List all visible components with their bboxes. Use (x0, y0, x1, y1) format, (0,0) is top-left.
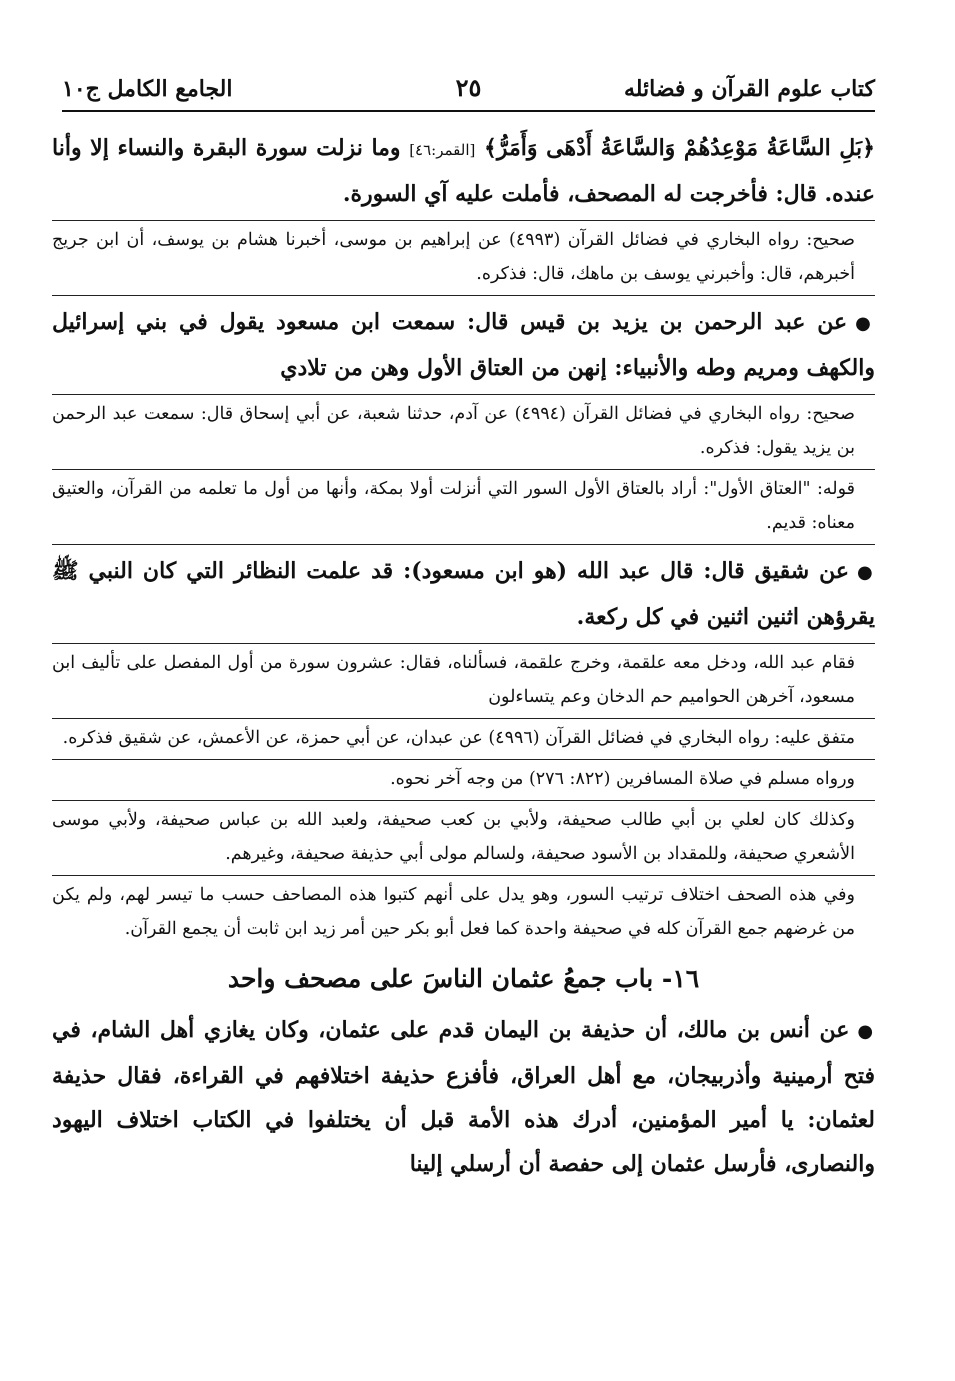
section-divider (52, 469, 875, 470)
header-rule (62, 110, 875, 112)
volume-title: الجامع الكامل ج١٠ (62, 76, 233, 102)
quran-verse: ﴿بَلِ السَّاعَةُ مَوْعِدُهُمْ وَالسَّاعَةُ أَدْهَى وَأَمَرُّ﴾ (483, 135, 875, 161)
hadith-block (52, 1008, 875, 1186)
hadith-block (52, 549, 875, 639)
section-divider (52, 875, 875, 876)
bullet-icon: ● (857, 1021, 875, 1042)
takhrij-note: ورواه مسلم في صلاة المسافرين (٨٢٢: ٢٧٦) من وجه آخر نحوه. (390, 769, 855, 789)
section-divider (52, 759, 875, 760)
section-divider (52, 800, 875, 801)
hadith-block (52, 300, 875, 390)
commentary-note: وفي هذه الصحف اختلاف ترتيب السور، وهو يدل على أنهم كتبوا هذه المصاحف حسب ما تيسر لهم، ولم يكن من غرضهم جمع القرآن كله في صحيفة واحدة كما فعل أبو بكر حين أمر زيد ابن ثابت أن يجمع القرآن. (52, 885, 855, 939)
section-divider (52, 394, 875, 395)
chapter-title: ١٦- باب جمعُ عثمان الناسَ على مصحف واحد (227, 964, 700, 993)
page-body (52, 122, 875, 1188)
hadith-text: عن عبد الرحمن بن يزيد بن قيس قال: سمعت ابن مسعود يقول في بني إسرائيل والكهف ومريم وطه والأنبياء: إنهن من العتاق الأول وهن من تلادي (52, 309, 875, 381)
takhrij-note: صحيح: رواه البخاري في فضائل القرآن (٤٩٩٤) عن آدم، حدثنا شعبة، عن أبي إسحاق قال: سمعت عبد الرحمن بن يزيد يقول: فذكره. (52, 404, 855, 458)
book-title: كتاب علوم القرآن و فضائله (623, 76, 875, 102)
page-number: ٢٥ (455, 73, 482, 102)
bullet-icon: ● (856, 562, 875, 583)
commentary-note: وكذلك كان لعلي بن أبي طالب صحيفة، ولأبي بن كعب صحيفة، ولعبد الله بن عباس صحيفة، ولأبي موسى الأشعري صحيفة، وللمقداد بن الأسود صحيفة، ولسالم مولى أبي حذيفة صحيفة، وغيرهم. (52, 810, 855, 864)
takhrij-note: صحيح: رواه البخاري في فضائل القرآن (٤٩٩٣) عن إبراهيم بن موسى، أخبرنا هشام بن يوسف، أن ابن جريج أخبرهم، قال: وأخبرني يوسف بن ماهك، قال: فذكره. (52, 230, 855, 284)
section-divider (52, 295, 875, 296)
hadith-text: وما نزلت سورة البقرة والنساء إلا وأنا عنده. قال: فأخرجت له المصحف، فأملت عليه آي السورة. (52, 135, 875, 207)
takhrij-note: متفق عليه: رواه البخاري في فضائل القرآن (٤٩٩٦) عن عبدان، عن أبي حمزة، عن الأعمش، عن شقيق فذكره. (62, 728, 855, 748)
section-divider (52, 718, 875, 719)
hadith-continuation (52, 126, 875, 216)
hadith-text: عن شقيق قال: قال عبد الله (هو ابن مسعود): قد علمت النظائر التي كان النبي ﷺ يقرؤهن اثنين اثنين في كل ركعة. (52, 558, 875, 630)
bullet-icon: ● (855, 313, 875, 334)
section-divider (52, 220, 875, 221)
running-header (62, 62, 875, 102)
verse-citation: [القمر:٤٦] (409, 141, 476, 159)
commentary-note: قوله: "العتاق الأول": أراد بالعتاق الأول السور التي أنزلت أولا بمكة، وأنها من أول ما تعلمه من القرآن، والعتيق معناه: قديم. (52, 479, 855, 533)
section-divider (52, 544, 875, 545)
hadith-text: عن أنس بن مالك، أن حذيفة بن اليمان قدم على عثمان، وكان يغازي أهل الشام، في فتح أرمينية وأذربيجان، مع أهل العراق، فأفزع حذيفة اختلافهم في القراءة، فقال حذيفة لعثمان: يا أمير المؤمنين، أدرك هذه الأمة قبل أن يختلفوا في الكتاب اختلاف اليهود والنصارى، فأرسل عثمان إلى حفصة أن أرسلي إلينا (52, 1017, 875, 1177)
hadith-continuation-note: فقام عبد الله، ودخل معه علقمة، وخرج علقمة، فسألناه، فقال: عشرون سورة من أول المفصل على تأليف ابن مسعود، آخرهن الحواميم حم الدخان وعم يتساءلون (52, 653, 855, 707)
section-divider (52, 643, 875, 644)
